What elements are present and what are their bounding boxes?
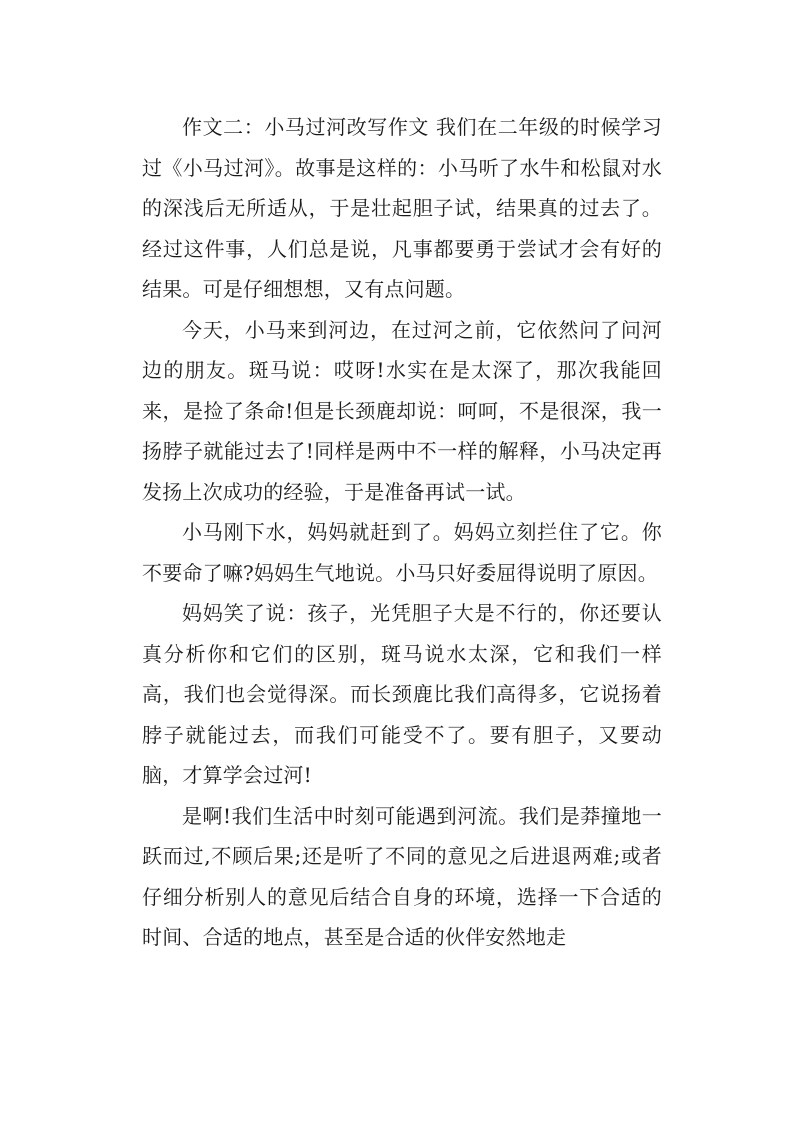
paragraph-2: 今天，小马来到河边，在过河之前，它依然问了问河边的朋友。斑马说：哎呀!水实在是太深了，那次我能回来，是捡了条命!但是长颈鹿却说：呵呵，不是很深，我一扬脖子就能过去了!同样是两中不一样的解释，小马决定再发扬上次成功的经验，于是准备再试一试。 bbox=[142, 317, 662, 504]
paragraph-5: 是啊!我们生活中时刻可能遇到河流。我们是莽撞地一跃而过,不顾后果;还是听了不同的意见之后进退两难;或者仔细分析别人的意见后结合自身的环境，选择一下合适的时间、合适的地点，甚至是合适的伙伴安然地走 bbox=[142, 803, 662, 949]
document-body bbox=[142, 107, 662, 958]
paragraph-3: 小马刚下水，妈妈就赶到了。妈妈立刻拦住了它。你不要命了嘛?妈妈生气地说。小马只好委屈得说明了原因。 bbox=[142, 520, 662, 585]
paragraph-1: 作文二：小马过河改写作文 我们在二年级的时候学习过《小马过河》。故事是这样的：小马听了水牛和松鼠对水的深浅后无所适从，于是壮起胆子试，结果真的过去了。经过这件事，人们总是说，凡事都要勇于尝试才会有好的结果。可是仔细想想，又有点问题。 bbox=[142, 115, 662, 301]
paragraph-4: 妈妈笑了说：孩子，光凭胆子大是不行的，你还要认真分析你和它们的区别，斑马说水太深，它和我们一样高，我们也会觉得深。而长颈鹿比我们高得多，它说扬着脖子就能过去，而我们可能受不了。要有胆子，又要动脑，才算学会过河! bbox=[142, 601, 662, 787]
